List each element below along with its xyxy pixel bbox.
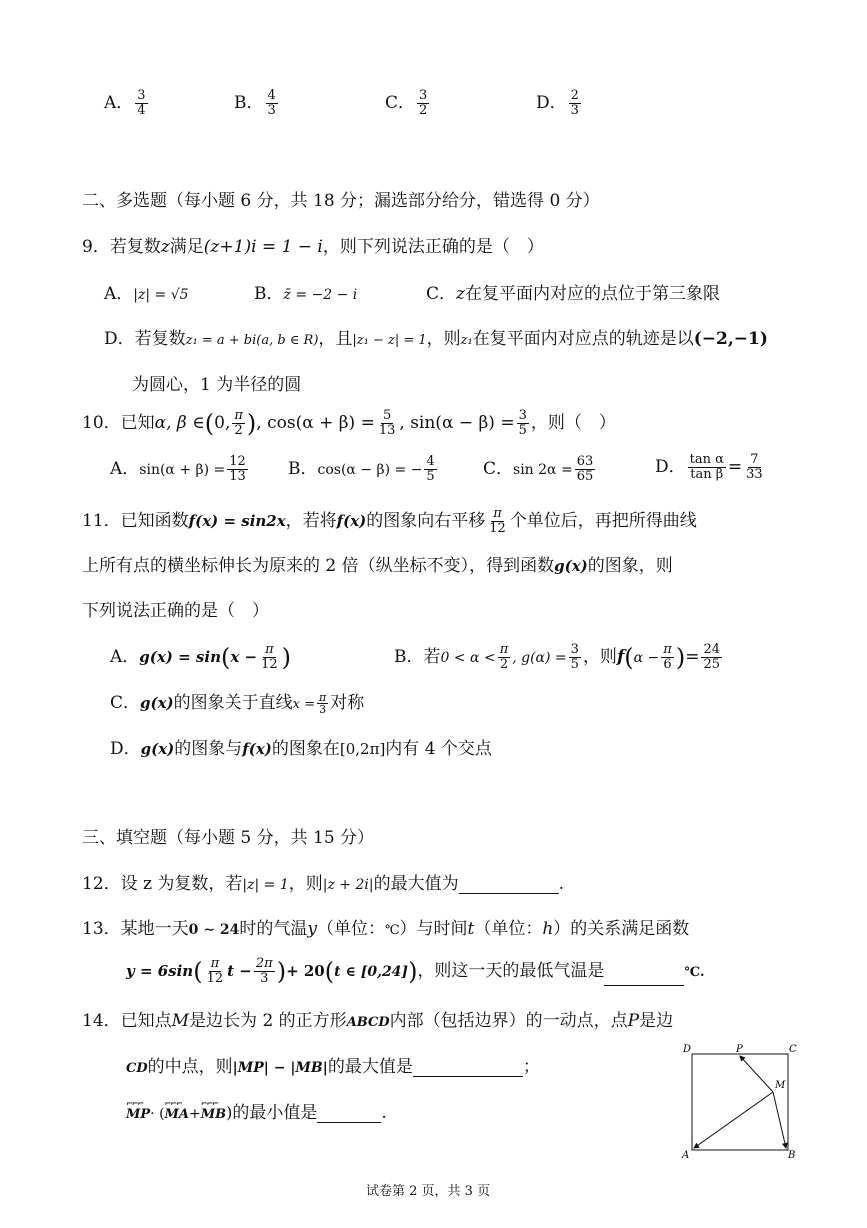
q13-answer-blank[interactable] — [604, 967, 684, 986]
q8-option-a: A． $\frac{3}{4}$ — [104, 88, 146, 118]
vector-mp — [740, 1056, 773, 1092]
q8-option-d: D． $\frac{2}{3}$ — [536, 88, 579, 118]
q9-option-d-line2: 为圆心，1 为半径的圆 — [132, 375, 302, 395]
q9-option-d: D．若复数z₁ = a + bi(a, b ∈ R)，且|z₁ − z| = 1，则z₁在复平面内对应点的轨迹是以(−2,−1) — [104, 329, 768, 349]
q11-option-d: D．g(x)的图象与f(x)的图象在[0,2π]内有 4 个交点 — [110, 739, 492, 759]
page-footer: 试卷第 2 页，共 3 页 — [366, 1184, 491, 1199]
q8-option-b: B． $\frac{4}{3}$ — [234, 88, 276, 118]
square-diagram — [676, 1040, 804, 1164]
q13-line1: 13．某地一天0 ∼ 24时的气温y（单位：℃）与时间t（单位：h）的关系满足函数 — [82, 919, 690, 939]
label-m: M — [775, 1080, 786, 1091]
label-p: P — [736, 1044, 743, 1055]
q11-option-b: B．若0 < α < $\frac{\pi}{2}$ , g(α) = $\frac{3}{5}$ ，则f(α − $\frac{\pi}{6}$ )= $\frac{24}{25}$ — [394, 642, 720, 672]
label-b: B — [788, 1150, 796, 1161]
q8-option-c: C． $\frac{3}{2}$ — [385, 88, 428, 118]
q14-line2: CD的中点，则|MP| − |MB|的最大值是 ； — [126, 1057, 540, 1077]
q9-option-c: C．z在复平面内对应的点位于第三象限 — [426, 284, 720, 304]
label-c: C — [789, 1044, 797, 1055]
q11-option-c: C．g(x)的图象关于直线x = $\frac{\pi}{3}$ 对称 — [110, 691, 365, 716]
q14-answer-blank-2[interactable] — [317, 1104, 381, 1123]
q9-option-a: A．|z| = √5 — [104, 284, 189, 304]
q11-option-a: A．g(x) = sin(x − $\frac{\pi}{12}$ ) — [110, 642, 291, 672]
section-3-heading: 三、填空题（每小题 5 分，共 15 分） — [82, 828, 375, 848]
q14-line1: 14．已知点M是边长为 2 的正方形ABCD内部（包括边界）的一动点，点P是边 — [82, 1011, 674, 1031]
q10-option-b: B．cos(α − β) = − $\frac{4}{5}$ — [288, 454, 435, 484]
q9-stem: 9．若复数z满足(z+1)i = 1 − i，则下列说法正确的是（ ） — [82, 237, 544, 257]
q11-line1: 11．已知函数f(x) = sin2x，若将f(x)的图象向右平移 $\frac{\pi}{12}$ 个单位后，再把所得曲线 — [82, 506, 697, 536]
vector-mb — [773, 1092, 786, 1148]
q14-line3: ⌐⌐⌐ MP· (⌐⌐⌐ MA+⌐⌐⌐ MB)的最小值是 . — [126, 1098, 387, 1123]
square-abcd — [692, 1054, 788, 1150]
q13-line2: y = 6sin( $\frac{\pi}{12}$ t − $\frac{2\pi}{3}$ )+ 20(t ∈ [0,24])，则这一天的最低气温是 ℃. — [126, 956, 705, 986]
q10-option-c: C．sin 2α = $\frac{63}{65}$ — [483, 454, 594, 484]
q11-line2: 上所有点的横坐标伸长为原来的 2 倍（纵坐标不变），得到函数g(x)的图象，则 — [82, 556, 673, 576]
q11-line3: 下列说法正确的是（ ） — [82, 601, 269, 621]
label-a: A — [682, 1150, 690, 1161]
q10-option-a: A．sin(α + β) = $\frac{12}{13}$ — [110, 454, 246, 484]
section-2-heading: 二、多选题（每小题 6 分，共 18 分；漏选部分给分，错选得 0 分） — [82, 191, 600, 211]
vector-ma — [694, 1092, 773, 1148]
label-d: D — [683, 1044, 692, 1055]
q14-answer-blank-1[interactable] — [413, 1058, 523, 1077]
q12: 12．设 z 为复数，若|z| = 1，则|z + 2i|的最大值为 . — [82, 874, 564, 894]
q12-answer-blank[interactable] — [459, 875, 559, 894]
q10-option-d: D． $\frac{\text{tan α}}{\text{tan β}}$ = $\frac{7}{33}$ — [655, 452, 763, 482]
q10-stem: 10．已知α, β ∈(0, $\frac{\pi}{2}$ ), cos(α + β) = $\frac{5}{13}$ , sin(α − β) = $\frac{3}{5}$ ，则（ ） — [82, 408, 616, 438]
q9-option-b: B．z̄ = −2 − i — [254, 284, 358, 304]
